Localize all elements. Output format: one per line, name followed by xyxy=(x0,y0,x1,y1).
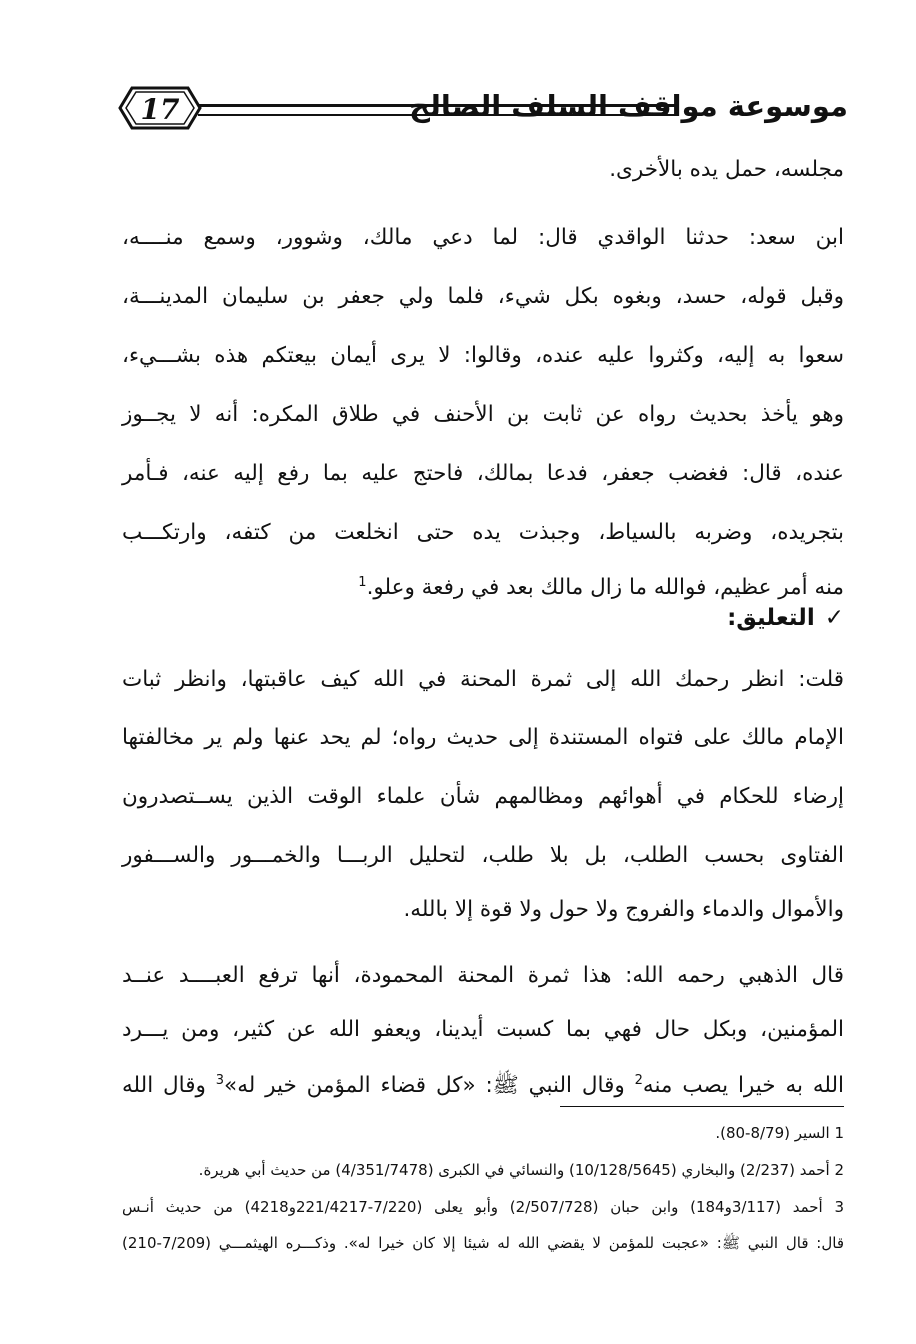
text-span: الله به خيرا يصب منه xyxy=(642,1073,845,1098)
footnote-ref: 3 xyxy=(215,1072,225,1088)
page-number-badge xyxy=(118,86,202,130)
text-line: عنده، قال: فغضب جعفر، فدعا بمالك، فاحتج عليه بما رفع إليه عنه، فـأمر xyxy=(122,461,844,486)
footnote-separator xyxy=(560,1106,844,1107)
footnote: 3 أحمد (3/117و184) وابن حبان (2/507/728) وأبو يعلى (7/220-221/4217و4218) من حديث أنـس xyxy=(122,1198,844,1216)
footnote: قال: قال النبي ﷺ: «عجبت للمؤمن لا يقضي الله له شيئا إلا كان خيرا له». وذكـــره الهيثمـــي (7/209-210) xyxy=(122,1234,844,1252)
series-title: موسوعة مواقف السلف الصالح xyxy=(409,89,848,123)
text-line: إرضاء للحكام في أهوائهم ومظالمهم شأن علماء الوقت الذين يســتصدرون xyxy=(122,784,844,809)
page-number: 17 xyxy=(140,93,180,126)
text-line: وقبل قوله، حسد، وبغوه بكل شيء، فلما ولي جعفر بن سليمان المدينـــة، xyxy=(122,284,844,309)
footnote: 1 السير (8/79-80). xyxy=(715,1124,844,1142)
footnote-ref: 1 xyxy=(358,574,367,590)
text-line: والأموال والدماء والفروج ولا حول ولا قوة إلا بالله. xyxy=(403,897,844,922)
text-line: قلت: انظر رحمك الله إلى ثمرة المحنة في الله كيف عاقبتها، وانظر ثبات xyxy=(122,667,844,692)
text-line: قال الذهبي رحمه الله: هذا ثمرة المحنة المحمودة، أنها ترفع العبــــد عنــد xyxy=(122,963,844,988)
text-span: منه أمر عظيم، فوالله ما زال مالك بعد في رفعة وعلو. xyxy=(366,575,844,600)
text-line-with-footnotes xyxy=(122,1066,844,1106)
page-header xyxy=(118,84,848,140)
text-line: مجلسه، حمل يده بالأخرى. xyxy=(609,157,844,182)
text-line: الإمام مالك على فتواه المستندة إلى حديث رواه؛ لم يحد عنها ولم ير مخالفتها xyxy=(122,725,844,750)
section-heading-text: التعليق: xyxy=(727,605,815,631)
text-line: الفتاوى بحسب الطلب، بل بلا طلب، لتحليل الربـــا والخمـــور والســـفور xyxy=(122,843,844,868)
footnote-ref: 2 xyxy=(634,1072,643,1088)
text-line: سعوا به إليه، وكثروا عليه عنده، وقالوا: لا يرى أيمان بيعتكم هذه بشـــيء، xyxy=(122,343,844,368)
text-span: وقال النبي ﷺ: «كل قضاء المؤمن خير له» xyxy=(224,1073,635,1098)
text-line: ابن سعد: حدثنا الواقدي قال: لما دعي مالك، وشوور، وسمع منــــه، xyxy=(122,225,844,250)
checkmark-icon: ✓ xyxy=(824,605,844,631)
section-heading xyxy=(544,598,844,638)
text-span: وقال الله xyxy=(122,1073,216,1098)
footnote: 2 أحمد (2/237) والبخاري (10/128/5645) والنسائي في الكبرى (4/351/7478) من حديث أبي هريرة. xyxy=(198,1161,844,1179)
text-line: المؤمنين، وبكل حال فهي بما كسبت أيدينا، ويعفو الله عن كثير، ومن يـــرد xyxy=(122,1017,844,1042)
text-line: بتجريده، وضربه بالسياط، وجبذت يده حتى انخلعت من كتفه، وارتكـــب xyxy=(122,520,844,545)
text-line: وهو يأخذ بحديث رواه عن ثابت بن الأحنف في طلاق المكره: أنه لا يجــوز xyxy=(122,402,844,427)
